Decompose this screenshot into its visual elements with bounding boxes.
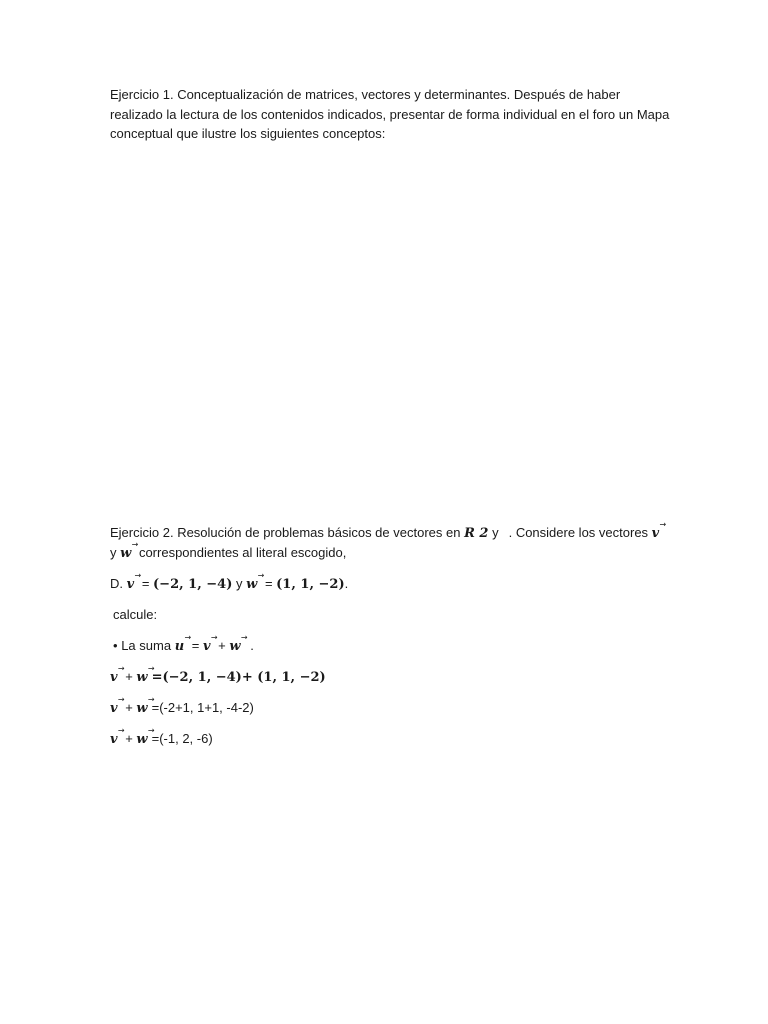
calcule-label: calcule: xyxy=(113,607,158,622)
w-value: (1, 1, −2) xyxy=(276,577,345,592)
exercise-2-line-1 xyxy=(110,520,667,541)
period: . xyxy=(250,638,254,653)
and-word: y xyxy=(235,576,243,591)
exercise-1-paragraph: Ejercicio 1. Conceptualización de matrices, vectores y determinantes. Después de haber realizado la lectura de los contenidos indicados, presentar de forma individual en el foro un Mapa conceptual que ilustre los siguientes conceptos: xyxy=(110,87,670,141)
arrow-icon: → xyxy=(147,695,155,704)
vector-v-symbol: v → xyxy=(126,571,142,592)
v-value: (−2, 1, −4) xyxy=(153,577,233,592)
sum-label: La suma xyxy=(121,638,172,653)
intro-y: y xyxy=(492,525,499,540)
vector-w-symbol: w → xyxy=(136,664,155,685)
vector-v-symbol: v → xyxy=(110,664,125,685)
intro-consider: . Considere los vectores xyxy=(508,525,649,540)
arrow-icon: → xyxy=(257,571,265,580)
vector-w-symbol: w → xyxy=(136,695,155,716)
plus-sign: + xyxy=(125,700,133,715)
vector-w-symbol: w → xyxy=(229,633,248,654)
arrow-icon: → xyxy=(117,695,125,704)
plus-sign: + xyxy=(125,731,133,746)
vector-w-symbol: w → xyxy=(136,726,155,747)
arrow-icon: → xyxy=(147,664,155,673)
equals-sign: = xyxy=(141,576,150,591)
arrow-icon: → xyxy=(117,726,125,735)
arrow-icon: → xyxy=(147,726,155,735)
bullet-icon: • xyxy=(113,638,118,653)
arrow-icon: → xyxy=(659,520,667,529)
arrow-icon: → xyxy=(117,664,125,673)
vector-v-symbol: v → xyxy=(110,695,125,716)
exercise-2-line-2 xyxy=(110,540,347,561)
arrow-icon: → xyxy=(131,540,139,549)
sum-bullet-line xyxy=(113,633,254,654)
period: . xyxy=(344,576,349,591)
arrow-icon: → xyxy=(134,571,142,580)
vector-w-symbol: w → xyxy=(120,540,139,561)
sum-step-1 xyxy=(110,664,326,685)
exercise-2-intro: Ejercicio 2. Resolución de problemas básicos de vectores en xyxy=(110,525,461,540)
line2-y: y xyxy=(110,545,117,560)
literal-d-line xyxy=(110,571,349,592)
literal-d-prefix: D. xyxy=(110,576,123,591)
arrow-icon: → xyxy=(240,633,248,642)
vector-u-symbol: u → xyxy=(174,633,192,654)
arrow-icon: → xyxy=(184,633,192,642)
vector-v-symbol: v → xyxy=(202,633,218,654)
vector-w-symbol: w → xyxy=(246,571,265,592)
vector-v-symbol: v → xyxy=(651,520,667,541)
sum-step-2 xyxy=(110,695,254,716)
equals-sign: = xyxy=(264,576,273,591)
equals-sign: = xyxy=(191,638,200,653)
vector-v-symbol: v → xyxy=(110,726,125,747)
step-3-rhs: =(-1, 2, -6) xyxy=(151,731,213,746)
step-2-rhs: =(-2+1, 1+1, -4-2) xyxy=(151,700,254,715)
step-1-rhs: =(−2, 1, −4)+ (1, 1, −2) xyxy=(151,670,326,685)
arrow-icon: → xyxy=(210,633,218,642)
sum-step-3 xyxy=(110,726,213,747)
plus-sign: + xyxy=(218,638,226,653)
space-symbol: R 2 xyxy=(464,526,489,541)
plus-sign: + xyxy=(125,669,133,684)
line2-text: correspondientes al literal escogido, xyxy=(138,545,347,560)
